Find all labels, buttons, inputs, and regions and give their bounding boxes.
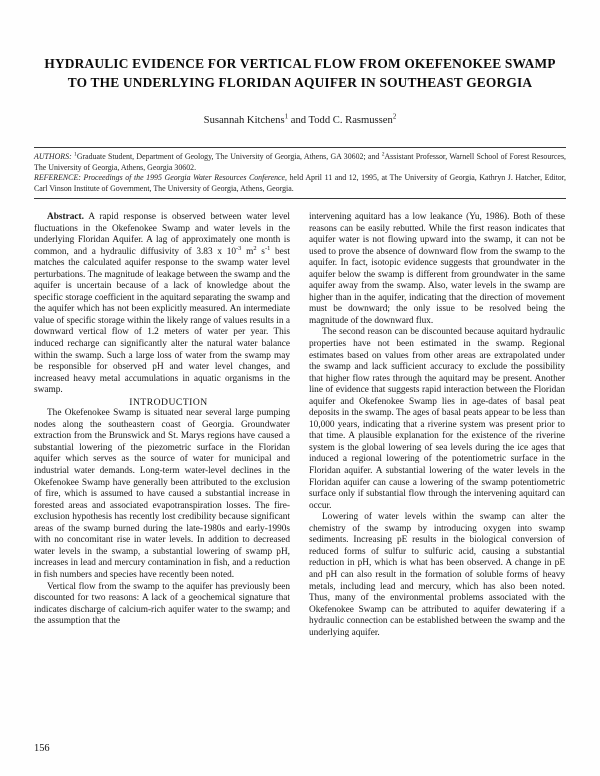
author-affiliation-marker-1: 1 xyxy=(284,112,289,121)
right-column xyxy=(309,212,565,639)
right-paragraph-3: Lowering of water levels within the swamp can alter the chemistry of the swamp by introducing oxygen into swamp sediments. Increasing pE results in the biological conversion of reduced forms of sulfur to sulfuric acid, causing a substantial reduction in pH, which is what has been observed. A change in pE and pH can also result in the formation of soluble forms of heavy metals, including lead and mercury, which has also been noted. Thus, many of the environmental problems associated with the Okefenokee Swamp can be attributed to aquifer dewatering if a hydraulic connection can be established between the swamp and the underlying aquifer. xyxy=(309,512,565,638)
right-paragraph-1: intervening aquitard has a low leakance (Yu, 1986). Both of these reasons can be easily rebutted. While the first reason indicates that aquifer water is not flowing upward into the swamp, it can not be used to prove the absence of downward flow from the swamp to the aquifer. In fact, isotopic evidence suggests that groundwater in the aquifer below the swamp is different from groundwater in the same aquifer away from the swamp. Also, water levels in the swamp are higher than in the aquifer, indicating that the direction of movement must be downward; the only issue to be resolved being the magnitude of the downward flux. xyxy=(309,212,565,326)
author-name-1: Susannah Kitchens xyxy=(203,115,285,126)
title-line-1: HYDRAULIC EVIDENCE FOR VERTICAL FLOW FROM OKEFENOKEE SWAMP xyxy=(44,56,556,71)
metadata-rule-top xyxy=(34,147,566,148)
abstract-exponent-1: -3 xyxy=(236,244,242,252)
abstract-paragraph xyxy=(34,212,290,397)
abstract-unit-2: s xyxy=(256,246,265,257)
title-line-2: TO THE UNDERLYING FLORIDAN AQUIFER IN SOUTHEAST GEORGIA xyxy=(67,75,533,90)
reference-line xyxy=(34,173,566,194)
author-conjunction: and xyxy=(288,115,309,126)
affiliation-marker-1: 1 xyxy=(74,151,77,158)
abstract-exponent-2: 2 xyxy=(253,244,257,252)
right-paragraph-2: The second reason can be discounted because aquitard hydraulic properties have not been estimated in the swamp. Regional estimates based on values from other areas are extrapolated under the swamp and lack sufficient accuracy to exclude the possibility that higher flow rates through the aquitard may be present. Another line of evidence that suggests rapid interaction between the Floridan aquifer and Okefenokee Swamp lies in age-dates of basal peat deposits in the swamp. The ages of basal peats appear to be less than 10,000 years, indicating that a riverine system was present prior to that time. A plausible explanation for the existence of the riverine system is the global lowering of sea levels during the ice ages that induced a regional lowering of the potentiometric surface in the Floridan aquifer. A substantial lowering of the water levels in the Floridan aquifer can cause a lowering of the swamp potentiometric surface only if substantial flow through the intervening aquitard can occur. xyxy=(309,327,565,511)
section-heading-introduction: INTRODUCTION xyxy=(129,396,208,408)
reference-label: REFERENCE: xyxy=(34,173,81,183)
authors-affiliation-line xyxy=(34,152,566,173)
authors-label: AUTHORS: xyxy=(34,152,72,161)
page-number: 156 xyxy=(34,743,50,754)
intro-paragraph-1: The Okefenokee Swamp is situated near several large pumping nodes along the southeastern coast of Georgia. Groundwater extraction from the Brunswick and St. Marys regions have caused a substantial lowering of the piezometric surface in the Floridan aquifer which serves as the source of water for municipal and industrial water demands. Long-term water-level declines in the Okefenokee Swamp have generally been attributed to the exclusion of fire, which is assumed to have caused a substantial increase in forested areas and associated evapotranspiration losses. The fire-exclusion hypothesis has recently lost credibility because significant areas of the swamp burned during the late-1980s and early-1990s with no concomitant rise in water levels. In addition to decreased water levels in the swamp, a substantial lowering of swamp pH, increases in lead and mercury contamination in fish, and a reduction in fish numbers and species have recently been noted. xyxy=(34,408,290,580)
metadata-rule-bottom xyxy=(34,198,566,199)
abstract-label: Abstract. xyxy=(47,212,84,222)
body-columns xyxy=(34,212,566,639)
reference-proceedings-title: Proceedings of the 1995 Georgia Water Resources Conference, xyxy=(83,173,288,183)
metadata-block xyxy=(34,152,566,194)
author-list xyxy=(34,92,566,128)
affiliation-text-2: Assistant Professor, Warnell School of Forest Resources, The University of Georgia, Athens, Georgia 30602. xyxy=(34,152,566,172)
abstract-text-1: A rapid response is observed between water level fluctuations in the Okefenokee Swamp and water levels in the underlying Floridan Aquifer. A lag of approximately one month is common, and a hydraulic diffusivity of 3.83 x 10 xyxy=(34,212,290,257)
author-affiliation-marker-2: 2 xyxy=(392,112,397,121)
affiliation-text-1: Graduate Student, Department of Geology, The University of Georgia, Athens, GA 30602; and xyxy=(76,152,382,161)
affiliation-marker-2: 2 xyxy=(381,151,385,158)
page-title xyxy=(34,0,566,92)
reference-details: held April 11 and 12, 1995, at The University of Georgia, Kathryn J. Hatcher, Editor, Carl Vinson Institute of Government, The University of Georgia, Athens, Georgia. xyxy=(34,173,566,193)
abstract-exponent-3: -1 xyxy=(264,244,271,252)
intro-paragraph-2: Vertical flow from the swamp to the aquifer has previously been discounted for two reasons: A lack of a geochemical signature that indicates discharge of calcium-rich aquifer water to the swamp; and the assumption that the xyxy=(34,581,290,627)
abstract-text-2: best matches the calculated aquifer response to the swamp water level perturbations. The magnitude of leakage between the swamp and the aquifer is uncertain because of a lack of knowledge about the specific storage coefficient in the aquitard separating the swamp and the aquifer which has not been explicitly measured. An intermediate value of specific storage within the likely range of values results in a downward vertical flow of 1.2 meters of water per year. This induced recharge can significantly alter the natural water balance within the swamp. Such a large loss of water from the swamp may be responsible for observed pH and water level changes, and increased heavy metal accumulations in aquatic organisms in the swamp. xyxy=(34,246,290,396)
author-name-2: Todd C. Rasmussen xyxy=(308,115,393,126)
left-column xyxy=(34,212,290,639)
abstract-unit-1: m xyxy=(241,246,254,257)
